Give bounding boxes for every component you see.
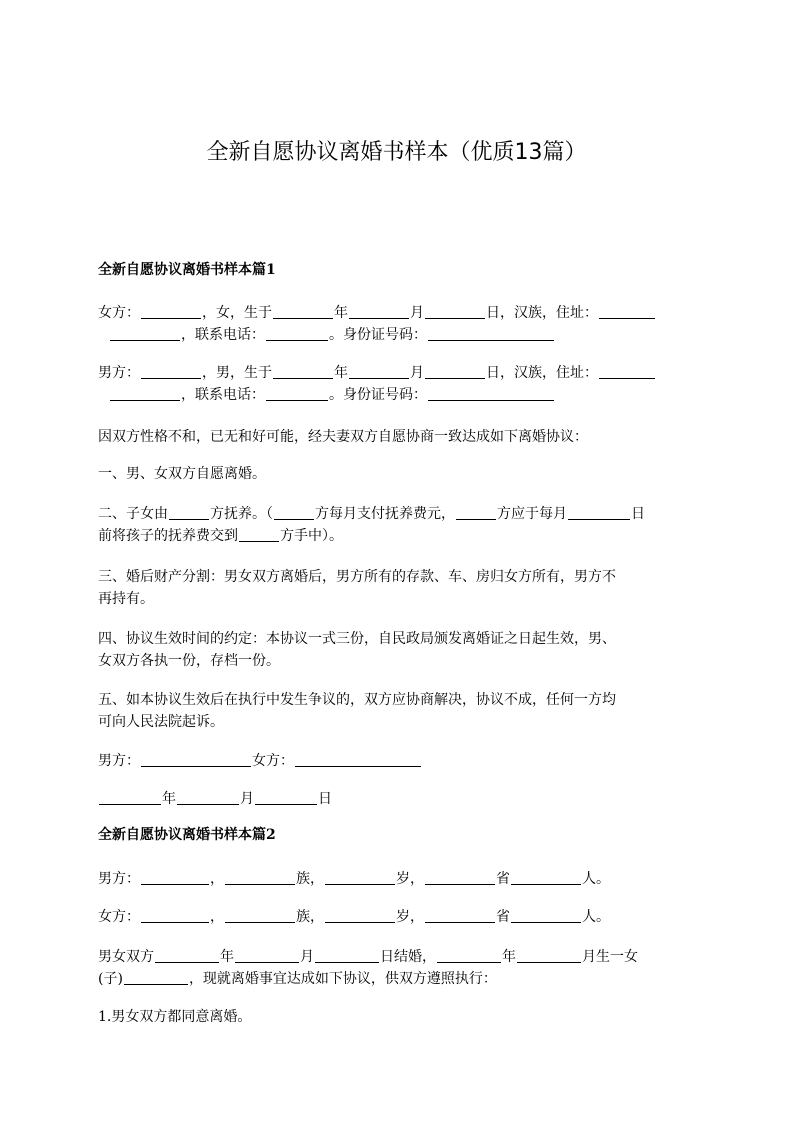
clause-2-text-c: 方每月支付抚养费元， (315, 506, 455, 522)
id-label: 。身份证号码： (329, 387, 427, 403)
marriage-line-2 (98, 968, 698, 990)
blank-payer-party[interactable] (274, 504, 314, 520)
blank-marriage-year[interactable] (155, 947, 219, 963)
child-text: (子) (98, 971, 123, 987)
comma-text: ， (210, 909, 224, 925)
month-text: 月 (240, 791, 254, 807)
blank-woman-name[interactable] (141, 303, 201, 319)
man-info-line-2 (98, 384, 698, 406)
marriage-text-d: ，现就离婚事宜达成如下协议，供双方遵照执行： (188, 971, 497, 987)
clause-2-text-a: 二、子女由 (98, 506, 168, 522)
phone-label: ，联系电话： (181, 327, 265, 343)
blank-custody-party[interactable] (169, 504, 209, 520)
blank-woman-address[interactable] (599, 303, 655, 319)
man-label: 男方： (98, 871, 140, 887)
person-text: 人。 (582, 871, 610, 887)
clause-4-line-1: 四、协议生效时间的约定：本协议一式三份，自民政局颁发离婚证之日起生效，男、 (98, 631, 616, 647)
blank-man-province[interactable] (425, 869, 495, 885)
intro-paragraph: 因双方性格不和，已无和好可能，经夫妻双方自愿协商一致达成如下离婚协议： (98, 429, 588, 445)
id-label: 。身份证号码： (329, 327, 427, 343)
woman-signature-label: 女方： (252, 753, 294, 769)
blank-woman-name[interactable] (141, 907, 209, 923)
date-line (98, 788, 698, 810)
clause-2-text-g: 方手中）。 (280, 528, 343, 544)
blank-pay-day[interactable] (568, 504, 630, 520)
blank-woman-phone[interactable] (266, 325, 328, 341)
clause-5-line-1: 五、如本协议生效后在执行中发生争议的，双方应协商解决，协议不成，任何一方均 (98, 692, 616, 708)
clause-2-text-e: 日 (631, 506, 645, 522)
blank-woman-birth-day[interactable] (425, 303, 485, 319)
marriage-text-a: 男女双方 (98, 949, 154, 965)
document-title: 全新自愿协议离婚书样本（优质13篇） (206, 140, 587, 165)
blank-man-phone[interactable] (266, 385, 328, 401)
section-2-heading: 全新自愿协议离婚书样本篇2 (98, 827, 276, 843)
blank-man-address[interactable] (599, 363, 655, 379)
blank-woman-age[interactable] (325, 907, 395, 923)
clause-1: 一、男、女双方自愿离婚。 (98, 466, 266, 482)
blank-woman-hometown[interactable] (511, 907, 581, 923)
clause-3-line-2: 再持有。 (98, 591, 154, 607)
marriage-line-1 (98, 946, 698, 968)
woman-details-line (98, 906, 698, 928)
blank-woman-signature[interactable] (295, 751, 421, 767)
blank-child-name[interactable] (124, 969, 188, 985)
clause-5-line-2: 可向人民法院起诉。 (98, 714, 224, 730)
blank-man-id[interactable] (428, 385, 554, 401)
blank-sign-year[interactable] (99, 789, 161, 805)
section-1-heading: 全新自愿协议离婚书样本篇1 (98, 262, 276, 278)
province-text: 省 (496, 909, 510, 925)
blank-marriage-month[interactable] (235, 947, 299, 963)
woman-info-line-2 (98, 324, 698, 346)
woman-gender-birth-text: ，女，生于 (202, 305, 272, 321)
woman-info-line-1 (98, 302, 698, 324)
man-gender-birth-text: ，男，生于 (202, 365, 272, 381)
woman-label: 女方： (98, 305, 140, 321)
clause-2-line-1 (98, 503, 698, 525)
blank-man-address-cont[interactable] (110, 385, 180, 401)
blank-man-ethnicity[interactable] (225, 869, 295, 885)
age-text: 岁， (396, 871, 424, 887)
month-text: 月 (300, 949, 314, 965)
blank-man-birth-month[interactable] (349, 363, 409, 379)
blank-sign-day[interactable] (255, 789, 317, 805)
comma-text: ， (210, 871, 224, 887)
blank-receive-party[interactable] (239, 526, 279, 542)
blank-birth-month[interactable] (517, 947, 581, 963)
clause-2-text-f: 前将孩子的抚养费交到 (98, 528, 238, 544)
ethnicity-text: 族， (296, 909, 324, 925)
man-info-line-1 (98, 362, 698, 384)
woman-ethnicity-address-text: 日，汉族，住址： (486, 305, 598, 321)
age-text: 岁， (396, 909, 424, 925)
marriage-text-c: 月生一女 (582, 949, 638, 965)
clause-2-text-d: 方应于每月 (497, 506, 567, 522)
blank-man-age[interactable] (325, 869, 395, 885)
clause-4-line-2: 女双方各执一份，存档一份。 (98, 653, 280, 669)
blank-woman-address-cont[interactable] (110, 325, 180, 341)
woman-label: 女方： (98, 909, 140, 925)
day-text: 日 (318, 791, 332, 807)
blank-woman-ethnicity[interactable] (225, 907, 295, 923)
blank-man-name[interactable] (141, 363, 201, 379)
ethnicity-text: 族， (296, 871, 324, 887)
year-text: 年 (502, 949, 516, 965)
blank-woman-birth-month[interactable] (349, 303, 409, 319)
year-text: 年 (334, 365, 348, 381)
blank-woman-province[interactable] (425, 907, 495, 923)
blank-man-hometown[interactable] (511, 869, 581, 885)
clause-3-line-1: 三、婚后财产分割：男女双方离婚后，男方所有的存款、车、房归女方所有，男方不 (98, 569, 616, 585)
blank-pay-party[interactable] (456, 504, 496, 520)
marriage-text-b: 日结婚， (380, 949, 436, 965)
blank-sign-month[interactable] (177, 789, 239, 805)
phone-label: ，联系电话： (181, 387, 265, 403)
clause-2-line-2 (98, 525, 698, 547)
section-2-clause-1: 1.男女双方都同意离婚。 (98, 1009, 252, 1025)
man-signature-label: 男方： (98, 753, 140, 769)
year-text: 年 (220, 949, 234, 965)
blank-man-name[interactable] (141, 869, 209, 885)
signature-line (98, 750, 698, 772)
clause-2-text-b: 方抚养。（ (210, 506, 273, 522)
blank-man-signature[interactable] (141, 751, 251, 767)
blank-marriage-day[interactable] (315, 947, 379, 963)
blank-woman-id[interactable] (428, 325, 554, 341)
blank-man-birth-year[interactable] (273, 363, 333, 379)
person-text: 人。 (582, 909, 610, 925)
year-text: 年 (334, 305, 348, 321)
blank-birth-year[interactable] (437, 947, 501, 963)
blank-man-birth-day[interactable] (425, 363, 485, 379)
month-text: 月 (410, 365, 424, 381)
man-label: 男方： (98, 365, 140, 381)
year-text: 年 (162, 791, 176, 807)
province-text: 省 (496, 871, 510, 887)
blank-woman-birth-year[interactable] (273, 303, 333, 319)
man-ethnicity-address-text: 日，汉族，住址： (486, 365, 598, 381)
month-text: 月 (410, 305, 424, 321)
man-details-line (98, 868, 698, 890)
